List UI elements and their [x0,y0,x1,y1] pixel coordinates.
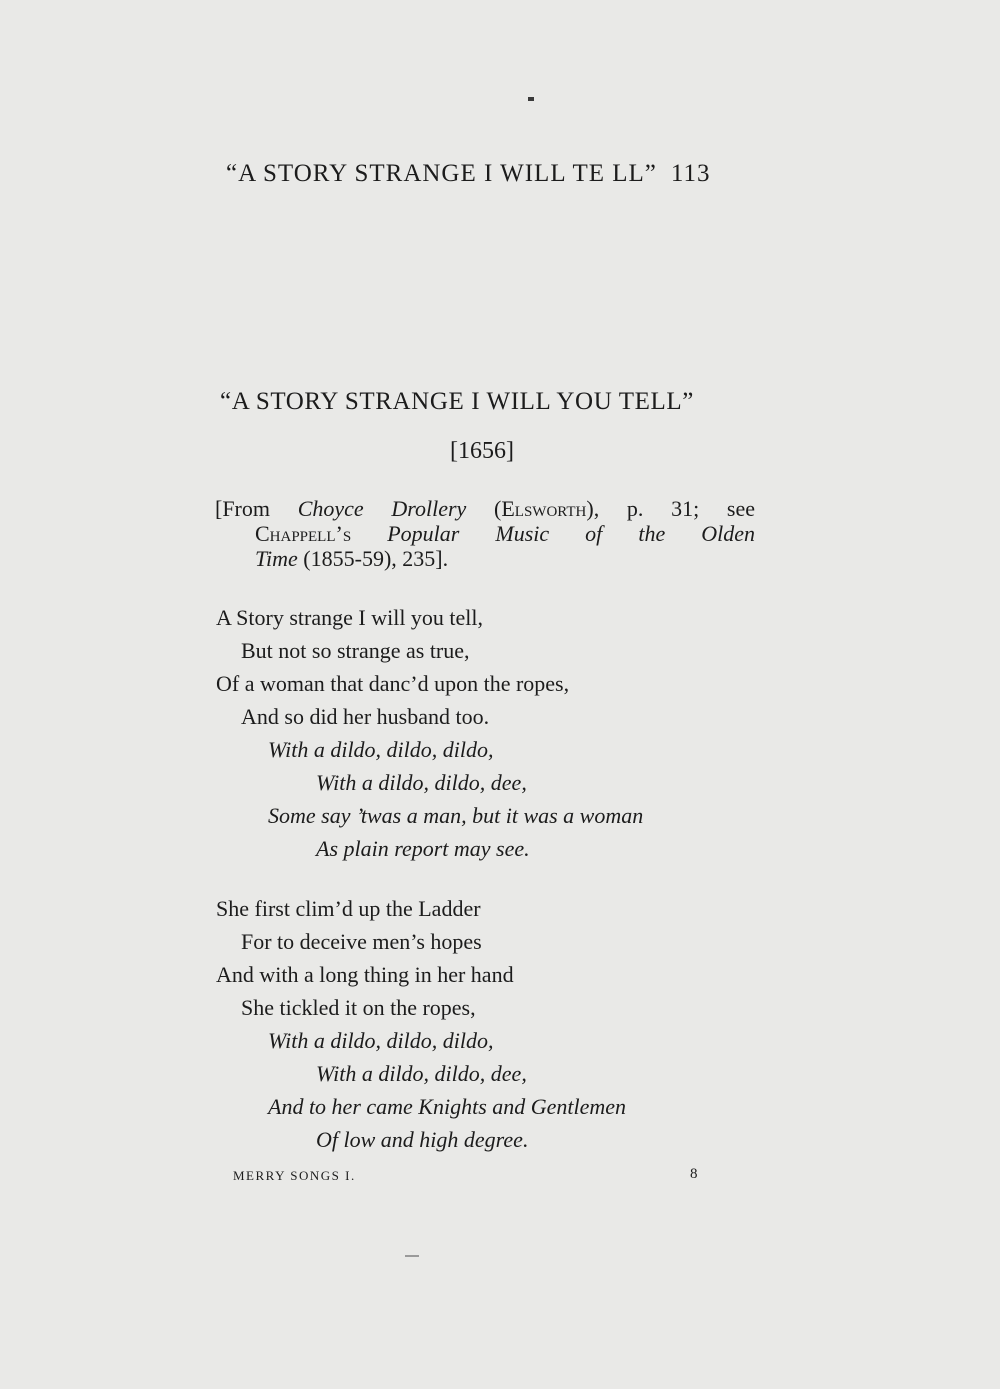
refrain-line: As plain report may see. [316,836,530,861]
stanza-1 [216,601,776,865]
source-note [215,496,755,571]
refrain-line: With a dildo, dildo, dildo, [268,1028,494,1053]
ink-speck [528,97,534,101]
page-number: 113 [670,160,711,187]
book-title-choyce: Choyce Drollery [297,496,467,521]
signature-mark: MERRY SONGS I. [233,1168,356,1183]
source-line-3: Time (1855-59), 235]. [255,546,449,571]
author-name: Elsworth [501,496,587,521]
song-title: “A STORY STRANGE I WILL YOU TELL” [220,388,694,415]
running-title: “A STORY STRANGE I WILL TE LL” [226,160,657,187]
source-line-2 [215,521,755,546]
book-title-popular-music: Popular Music of the Olden [387,521,756,546]
verse-line: She first clim’d up the Ladder [216,896,481,921]
refrain-line: With a dildo, dildo, dildo, [268,737,494,762]
refrain-line: With a dildo, dildo, dee, [316,770,527,795]
refrain-line: Of low and high degree. [316,1127,529,1152]
page-mark [405,1255,419,1257]
verse-line: And so did her husband too. [241,704,490,729]
refrain-line: With a dildo, dildo, dee, [316,1061,527,1086]
verse-line: Of a woman that danc’d upon the ropes, [216,671,570,696]
verse-line: She tickled it on the ropes, [241,995,476,1020]
refrain-line: And to her came Knights and Gentlemen [268,1094,627,1119]
verse-line: A Story strange I will you tell, [216,605,484,630]
chappell-name: Chappell’s [255,521,352,546]
signature-number: 8 [690,1166,698,1182]
verse-line: And with a long thing in her hand [216,962,514,987]
stanza-2 [216,892,776,1156]
refrain-line: Some say ’twas a man, but it was a woman [268,803,644,828]
verse-line: But not so strange as true, [241,638,470,663]
running-head [226,160,710,188]
song-year: [1656] [450,438,514,464]
verse-line: For to deceive men’s hopes [241,929,482,954]
source-line-1: [From Choyce Drollery (Elsworth), p. 31; see [215,496,756,521]
